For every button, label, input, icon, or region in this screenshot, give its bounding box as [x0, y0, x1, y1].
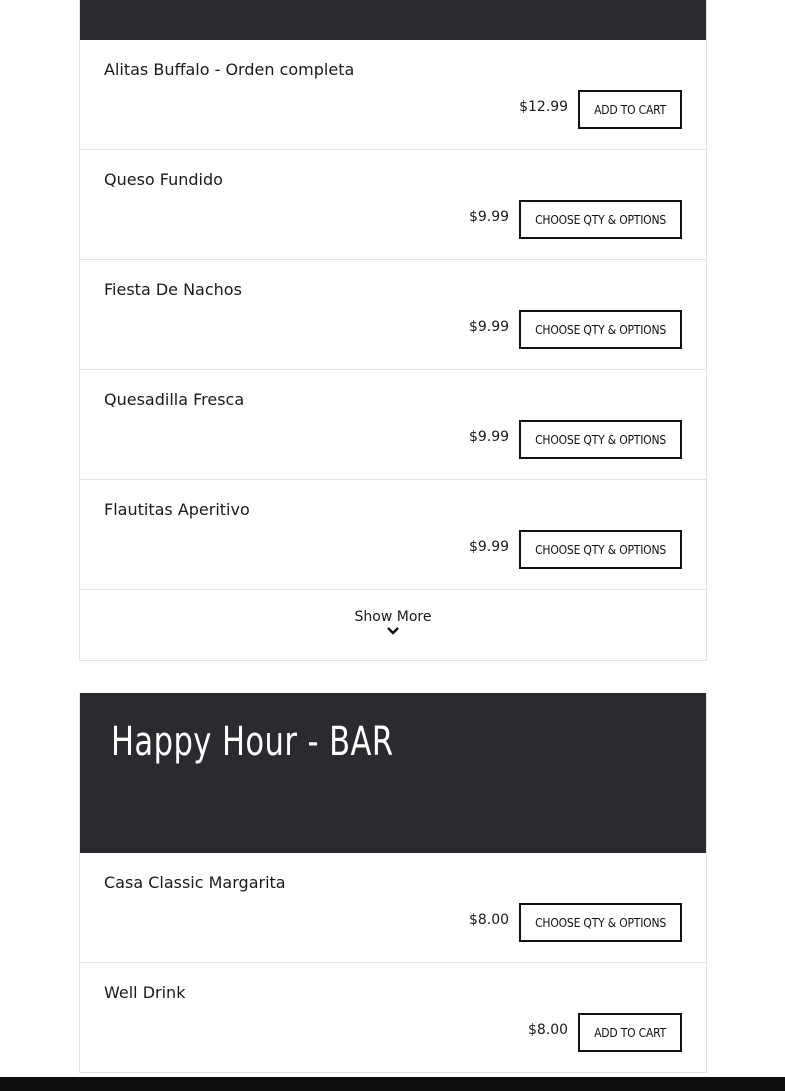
item-name: Flautitas Aperitivo	[104, 500, 250, 519]
item-price: $9.99	[468, 208, 510, 225]
item-name: Well Drink	[104, 983, 186, 1002]
menu-item	[80, 260, 706, 370]
menu-item	[80, 150, 706, 260]
item-name: Queso Fundido	[104, 170, 223, 189]
add-to-cart-button[interactable]: ADD TO CART	[578, 90, 682, 129]
menu-item	[80, 480, 706, 590]
menu-section-appetizers	[79, 0, 707, 661]
item-price: $9.99	[468, 428, 510, 445]
show-more-button[interactable]	[80, 590, 706, 661]
menu-item	[80, 40, 706, 150]
item-name: Quesadilla Fresca	[104, 390, 245, 409]
choose-qty-options-button[interactable]: CHOOSE QTY & OPTIONS	[519, 200, 682, 239]
item-price: $8.00	[528, 1021, 569, 1038]
item-price: $9.99	[468, 318, 510, 335]
choose-qty-options-button[interactable]: CHOOSE QTY & OPTIONS	[519, 530, 682, 569]
section-title: Happy Hour - BAR	[111, 719, 394, 765]
item-actions	[528, 1013, 682, 1052]
item-actions	[519, 90, 682, 129]
item-actions	[469, 903, 682, 942]
item-price: $12.99	[519, 98, 569, 115]
menu-item	[80, 963, 706, 1073]
section-header	[80, 0, 706, 40]
choose-qty-options-button[interactable]: CHOOSE QTY & OPTIONS	[519, 310, 682, 349]
item-name: Casa Classic Margarita	[104, 873, 286, 892]
item-actions	[469, 530, 682, 569]
item-name: Fiesta De Nachos	[104, 280, 242, 299]
choose-qty-options-button[interactable]: CHOOSE QTY & OPTIONS	[519, 903, 682, 942]
item-actions	[469, 200, 682, 239]
add-to-cart-button[interactable]: ADD TO CART	[578, 1013, 682, 1052]
item-price: $9.99	[468, 538, 510, 555]
chevron-down-icon	[386, 626, 400, 636]
item-price: $8.00	[468, 911, 510, 928]
choose-qty-options-button[interactable]: CHOOSE QTY & OPTIONS	[519, 420, 682, 459]
show-more-label: Show More	[354, 609, 432, 625]
footer-bar	[0, 1077, 785, 1091]
section-header	[80, 693, 706, 853]
item-actions	[469, 420, 682, 459]
menu-section-happy-hour-bar	[79, 693, 707, 1073]
menu-item	[80, 853, 706, 963]
menu-item	[80, 370, 706, 480]
item-actions	[469, 310, 682, 349]
item-name: Alitas Buffalo - Orden completa	[104, 60, 355, 79]
